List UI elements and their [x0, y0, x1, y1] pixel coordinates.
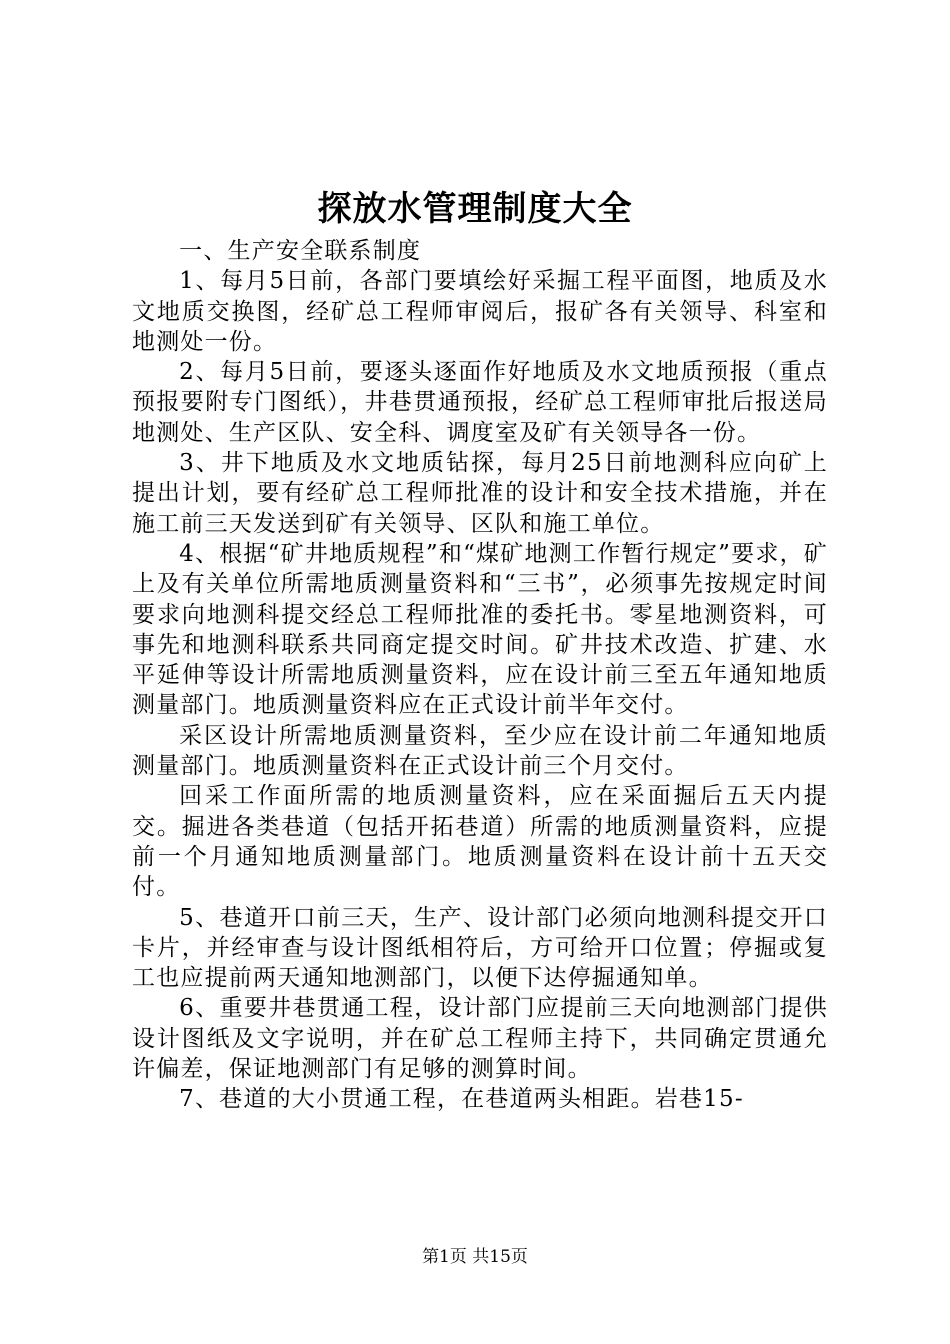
paragraph-item-7: 7、巷道的大小贯通工程，在巷道两头相距。岩巷15- [179, 1086, 744, 1113]
paragraph-item-5: 5、巷道开口前三天，生产、设计部门必须向地测科提交开口卡片，并经审查与设计图纸相符后，方可给开口位置；停掘或复工也应提前两天通知地测部门，以便下达停掘通知单。 [132, 904, 828, 992]
paragraph-item-3: 3、井下地质及水文地质钻探，每月25日前地测科应向矿上提出计划，要有经矿总工程师批准的设计和安全技术措施，并在施工前三天发送到矿有关领导、区队和施工单位。 [132, 450, 828, 537]
paragraph-item-1: 1、每月5日前，各部门要填绘好采掘工程平面图，地质及水文地质交换图，经矿总工程师审阅后，报矿各有关领导、科室和地测处一份。 [132, 268, 828, 355]
page-footer: 第1页 共15页 [422, 1247, 528, 1267]
document-title: 探放水管理制度大全 [317, 189, 633, 229]
paragraph-item-4: 4、根据“矿井地质规程”和“煤矿地测工作暂行规定”要求，矿上及有关单位所需地质测量资料和“三书”，必须事先按规定时间要求向地测科提交经总工程师批准的委托书。零星地测资料，可事先和地测科联系共同商定提交时间。矿井技术改造、扩建、水平延伸等设计所需地质测量资料，应在设计前三至五年通知地质测量部门。地质测量资料应在正式设计前半年交付。 [132, 540, 828, 719]
document-body [132, 236, 828, 1115]
paragraph-item-2: 2、每月5日前，要逐头逐面作好地质及水文地质预报（重点预报要附专门图纸），井巷贯通预报，经矿总工程师审批后报送局地测处、生产区队、安全科、调度室及矿有关领导各一份。 [132, 359, 828, 446]
paragraph-section-heading: 一、生产安全联系制度 [179, 238, 422, 264]
paragraph-item-4-working-face: 回采工作面所需的地质测量资料，应在采面掘后五天内提交。掘进各类巷道（包括开拓巷道）所需的地质测量资料，应提前一个月通知地质测量部门。地质测量资料在设计前十五天交付。 [132, 783, 828, 901]
paragraph-item-4-mining-area: 采区设计所需地质测量资料，至少应在设计前二年通知地质测量部门。地质测量资料在正式设计前三个月交付。 [132, 722, 828, 780]
paragraph-item-6: 6、重要井巷贯通工程，设计部门应提前三天向地测部门提供设计图纸及文字说明，并在矿总工程师主持下，共同确定贯通允许偏差，保证地测部门有足够的测算时间。 [132, 995, 828, 1083]
